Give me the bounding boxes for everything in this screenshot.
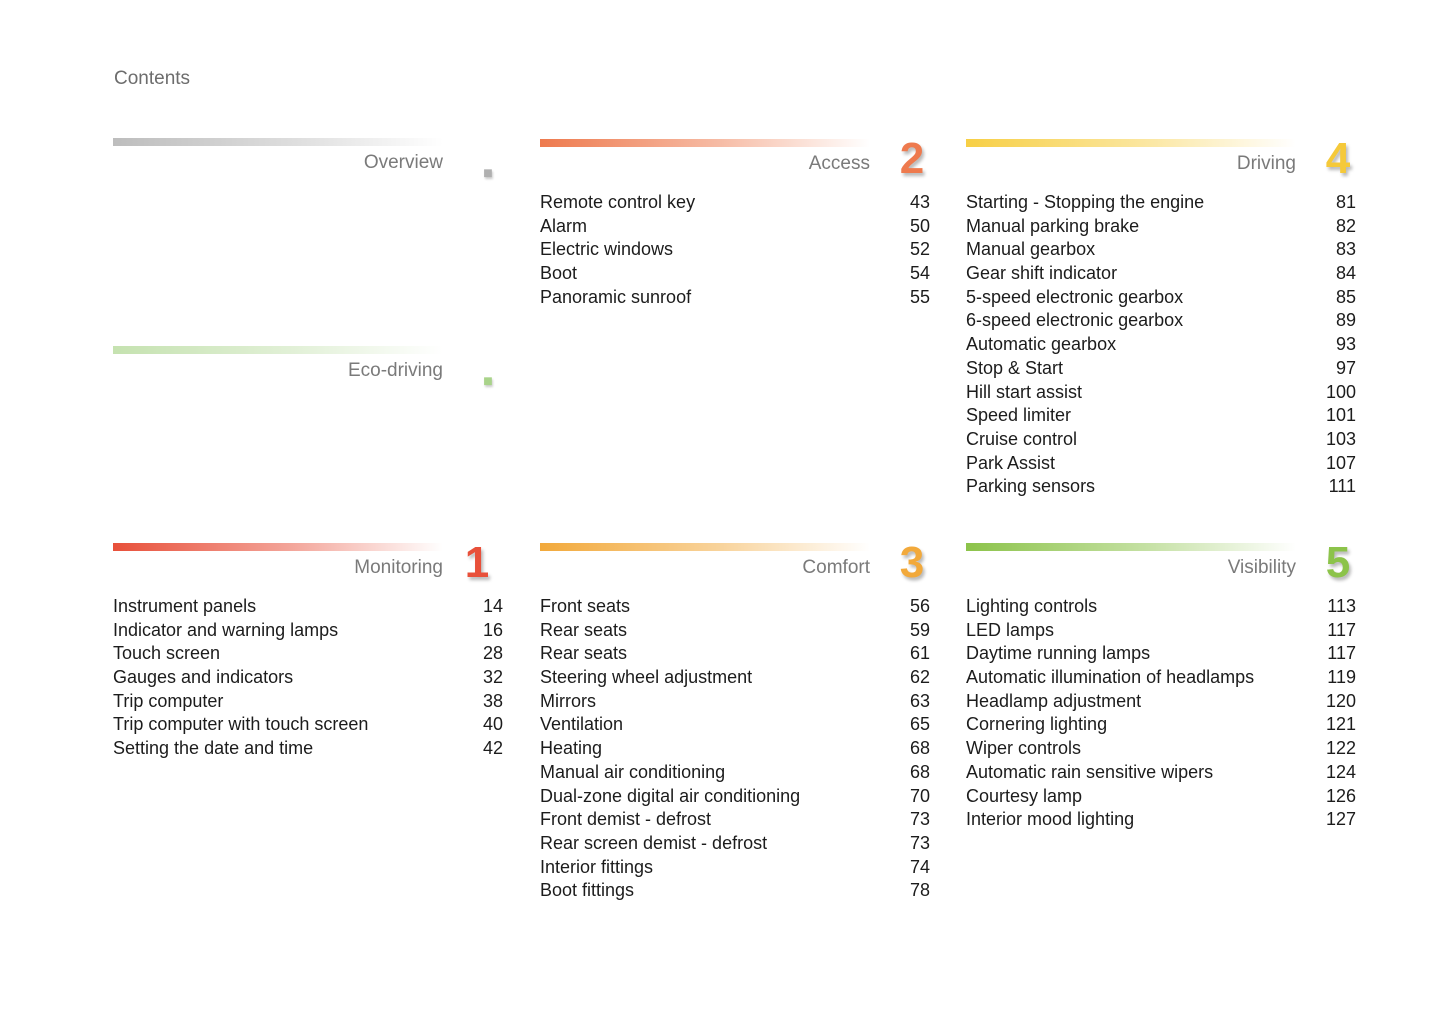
entry-list [966, 595, 1356, 832]
entry-label: Setting the date and time [113, 738, 314, 759]
toc-entry[interactable] [113, 690, 503, 714]
entry-page-number: 82 [1335, 215, 1356, 236]
section-marker-icon: ■ [483, 165, 493, 182]
toc-entry[interactable] [966, 428, 1356, 452]
entry-label: Courtesy lamp [966, 785, 1083, 806]
toc-entry[interactable] [966, 642, 1356, 666]
entry-page-number: 101 [1325, 405, 1356, 426]
entry-page-number: 73 [909, 809, 930, 830]
entry-label: Stop & Start [966, 357, 1064, 378]
entry-page-number: 52 [909, 239, 930, 260]
toc-entry[interactable] [540, 879, 930, 903]
entry-page-number: 127 [1325, 809, 1356, 830]
entry-page-number: 107 [1325, 452, 1356, 473]
entry-label: Dual-zone digital air conditioning [540, 785, 801, 806]
section-number-badge: 1 [464, 538, 490, 587]
toc-entry[interactable] [966, 238, 1356, 262]
entry-label: Automatic illumination of headlamps [966, 667, 1255, 688]
toc-entry[interactable] [113, 666, 503, 690]
toc-entry[interactable] [966, 404, 1356, 428]
entry-label: Trip computer [113, 690, 224, 711]
toc-entry[interactable] [966, 286, 1356, 310]
entry-page-number: 14 [482, 596, 503, 616]
section-title: Comfort [802, 557, 870, 578]
toc-entry[interactable] [540, 286, 930, 310]
entry-label: Rear seats [540, 643, 628, 664]
section-color-bar [540, 139, 870, 147]
toc-entry[interactable] [540, 832, 930, 856]
entry-page-number: 38 [482, 690, 503, 711]
entry-label: Starting - Stopping the engine [966, 192, 1205, 212]
toc-entry[interactable] [540, 713, 930, 737]
entry-label: Front demist - defrost [540, 809, 712, 830]
entry-label: Rear screen demist - defrost [540, 832, 768, 853]
toc-entry[interactable] [966, 808, 1356, 832]
entry-page-number: 117 [1327, 619, 1356, 640]
entry-label: Ventilation [540, 714, 624, 735]
entry-page-number: 54 [909, 263, 930, 284]
page-title: Contents [114, 68, 191, 89]
entry-label: Hill start assist [966, 381, 1083, 402]
entry-label: Instrument panels [113, 596, 257, 616]
entry-page-number: 121 [1325, 714, 1356, 735]
entry-label: Speed limiter [966, 405, 1072, 426]
entry-page-number: 120 [1325, 690, 1356, 711]
entry-page-number: 100 [1325, 381, 1356, 402]
entry-page-number: 85 [1335, 286, 1356, 307]
entry-label: Wiper controls [966, 738, 1082, 759]
entry-label: Manual air conditioning [540, 761, 726, 782]
entry-label: Headlamp adjustment [966, 690, 1142, 711]
entry-page-number: 126 [1325, 785, 1356, 806]
toc-entry[interactable] [540, 856, 930, 880]
toc-entry[interactable] [540, 619, 930, 643]
entry-page-number: 56 [909, 596, 930, 616]
toc-entry[interactable] [113, 713, 503, 737]
entry-page-number: 68 [909, 761, 930, 782]
section-number-badge: 4 [1325, 134, 1351, 183]
section-color-bar [113, 138, 443, 146]
toc-entry[interactable] [966, 452, 1356, 476]
toc-entry[interactable] [966, 619, 1356, 643]
toc-entry[interactable] [966, 475, 1356, 499]
section-title: Monitoring [354, 557, 443, 578]
entry-page-number: 70 [909, 785, 930, 806]
toc-entry[interactable] [966, 381, 1356, 405]
toc-entry[interactable] [540, 737, 930, 761]
entry-label: Indicator and warning lamps [113, 619, 339, 640]
toc-entry[interactable] [540, 666, 930, 690]
entry-label: Boot fittings [540, 880, 635, 901]
entry-label: Cornering lighting [966, 714, 1108, 735]
entry-label: Touch screen [113, 643, 221, 664]
entry-page-number: 73 [909, 832, 930, 853]
entry-label: Park Assist [966, 452, 1056, 473]
entry-page-number: 97 [1335, 357, 1356, 378]
entry-label: Automatic rain sensitive wipers [966, 761, 1214, 782]
entry-page-number: 61 [909, 643, 930, 664]
entry-page-number: 78 [909, 880, 930, 901]
entry-label: 5-speed electronic gearbox [966, 286, 1184, 307]
toc-entry[interactable] [113, 595, 503, 619]
entry-label: Heating [540, 738, 603, 759]
section-title: Visibility [1227, 557, 1296, 578]
section-title: Eco-driving [347, 360, 443, 381]
entry-page-number: 32 [482, 667, 503, 688]
toc-entry[interactable] [966, 761, 1356, 785]
section-title: Access [808, 153, 870, 174]
entry-label: Parking sensors [966, 476, 1096, 497]
section-number-badge: 5 [1325, 538, 1351, 587]
toc-entry[interactable] [966, 666, 1356, 690]
section-marker-icon: ■ [483, 373, 493, 390]
entry-page-number: 59 [909, 619, 930, 640]
entry-label: Manual parking brake [966, 215, 1140, 236]
section-color-bar [966, 139, 1296, 147]
entry-page-number: 68 [909, 738, 930, 759]
entry-page-number: 93 [1335, 334, 1356, 355]
toc-entry[interactable] [966, 262, 1356, 286]
entry-page-number: 81 [1335, 192, 1356, 212]
toc-entry[interactable] [540, 761, 930, 785]
toc-entry[interactable] [966, 785, 1356, 809]
entry-list [113, 595, 503, 761]
section-color-bar [113, 346, 443, 354]
entry-label: Alarm [540, 215, 588, 236]
toc-entry[interactable] [540, 642, 930, 666]
entry-page-number: 16 [482, 619, 503, 640]
entry-label: LED lamps [966, 619, 1055, 640]
entry-list [966, 191, 1356, 499]
toc-entry[interactable] [966, 737, 1356, 761]
entry-label: Front seats [540, 596, 631, 616]
entry-page-number: 84 [1335, 263, 1356, 284]
toc-entry[interactable] [113, 619, 503, 643]
toc-entry[interactable] [966, 215, 1356, 239]
entry-list [540, 191, 930, 309]
entry-page-number: 103 [1325, 428, 1356, 449]
toc-entry[interactable] [113, 737, 503, 761]
entry-page-number: 124 [1325, 761, 1356, 782]
entry-label: Manual gearbox [966, 239, 1096, 260]
entry-page-number: 113 [1327, 596, 1356, 616]
entry-label: Cruise control [966, 428, 1078, 449]
toc-entry[interactable] [966, 713, 1356, 737]
entry-list [540, 595, 930, 903]
section-number-badge: 3 [899, 538, 925, 587]
entry-page-number: 122 [1325, 738, 1356, 759]
toc-entry[interactable] [966, 690, 1356, 714]
toc-entry[interactable] [113, 642, 503, 666]
toc-entry[interactable] [966, 595, 1356, 619]
entry-label: Interior fittings [540, 856, 654, 877]
toc-entry[interactable] [540, 191, 930, 215]
entry-page-number: 83 [1335, 239, 1356, 260]
section-color-bar [540, 543, 870, 551]
entry-label: Trip computer with touch screen [113, 714, 369, 735]
toc-entry[interactable] [966, 333, 1356, 357]
entry-label: Boot [540, 263, 578, 284]
toc-entry[interactable] [540, 785, 930, 809]
toc-entry[interactable] [540, 262, 930, 286]
section-title: Driving [1236, 153, 1296, 174]
entry-page-number: 74 [909, 856, 930, 877]
entry-label: Daytime running lamps [966, 643, 1151, 664]
section-color-bar [113, 543, 443, 551]
toc-entry[interactable] [540, 808, 930, 832]
entry-page-number: 119 [1327, 667, 1356, 688]
entry-page-number: 63 [909, 690, 930, 711]
entry-page-number: 28 [482, 643, 503, 664]
entry-label: Electric windows [540, 239, 674, 260]
entry-page-number: 111 [1328, 476, 1356, 497]
entry-page-number: 62 [909, 667, 930, 688]
entry-page-number: 40 [482, 714, 503, 735]
toc-entry[interactable] [966, 309, 1356, 333]
entry-page-number: 89 [1335, 310, 1356, 331]
entry-label: 6-speed electronic gearbox [966, 310, 1184, 331]
entry-label: Automatic gearbox [966, 334, 1117, 355]
toc-entry[interactable] [540, 595, 930, 619]
entry-label: Mirrors [540, 690, 596, 711]
entry-page-number: 42 [482, 738, 503, 759]
section-number-badge: 2 [899, 134, 925, 183]
entry-label: Lighting controls [966, 596, 1098, 616]
entry-label: Panoramic sunroof [540, 286, 692, 307]
toc-entry[interactable] [966, 357, 1356, 381]
toc-entry[interactable] [540, 690, 930, 714]
section-color-bar [966, 543, 1296, 551]
entry-page-number: 55 [909, 286, 930, 307]
entry-page-number: 43 [909, 192, 930, 212]
entry-page-number: 117 [1327, 643, 1356, 664]
section-title: Overview [363, 152, 443, 173]
entry-page-number: 50 [909, 215, 930, 236]
toc-entry[interactable] [540, 215, 930, 239]
entry-page-number: 65 [909, 714, 930, 735]
entry-label: Rear seats [540, 619, 628, 640]
entry-label: Gear shift indicator [966, 263, 1118, 284]
entry-label: Interior mood lighting [966, 809, 1135, 830]
entry-label: Gauges and indicators [113, 667, 294, 688]
entry-label: Remote control key [540, 192, 696, 212]
entry-label: Steering wheel adjustment [540, 667, 753, 688]
toc-entry[interactable] [540, 238, 930, 262]
toc-entry[interactable] [966, 191, 1356, 215]
